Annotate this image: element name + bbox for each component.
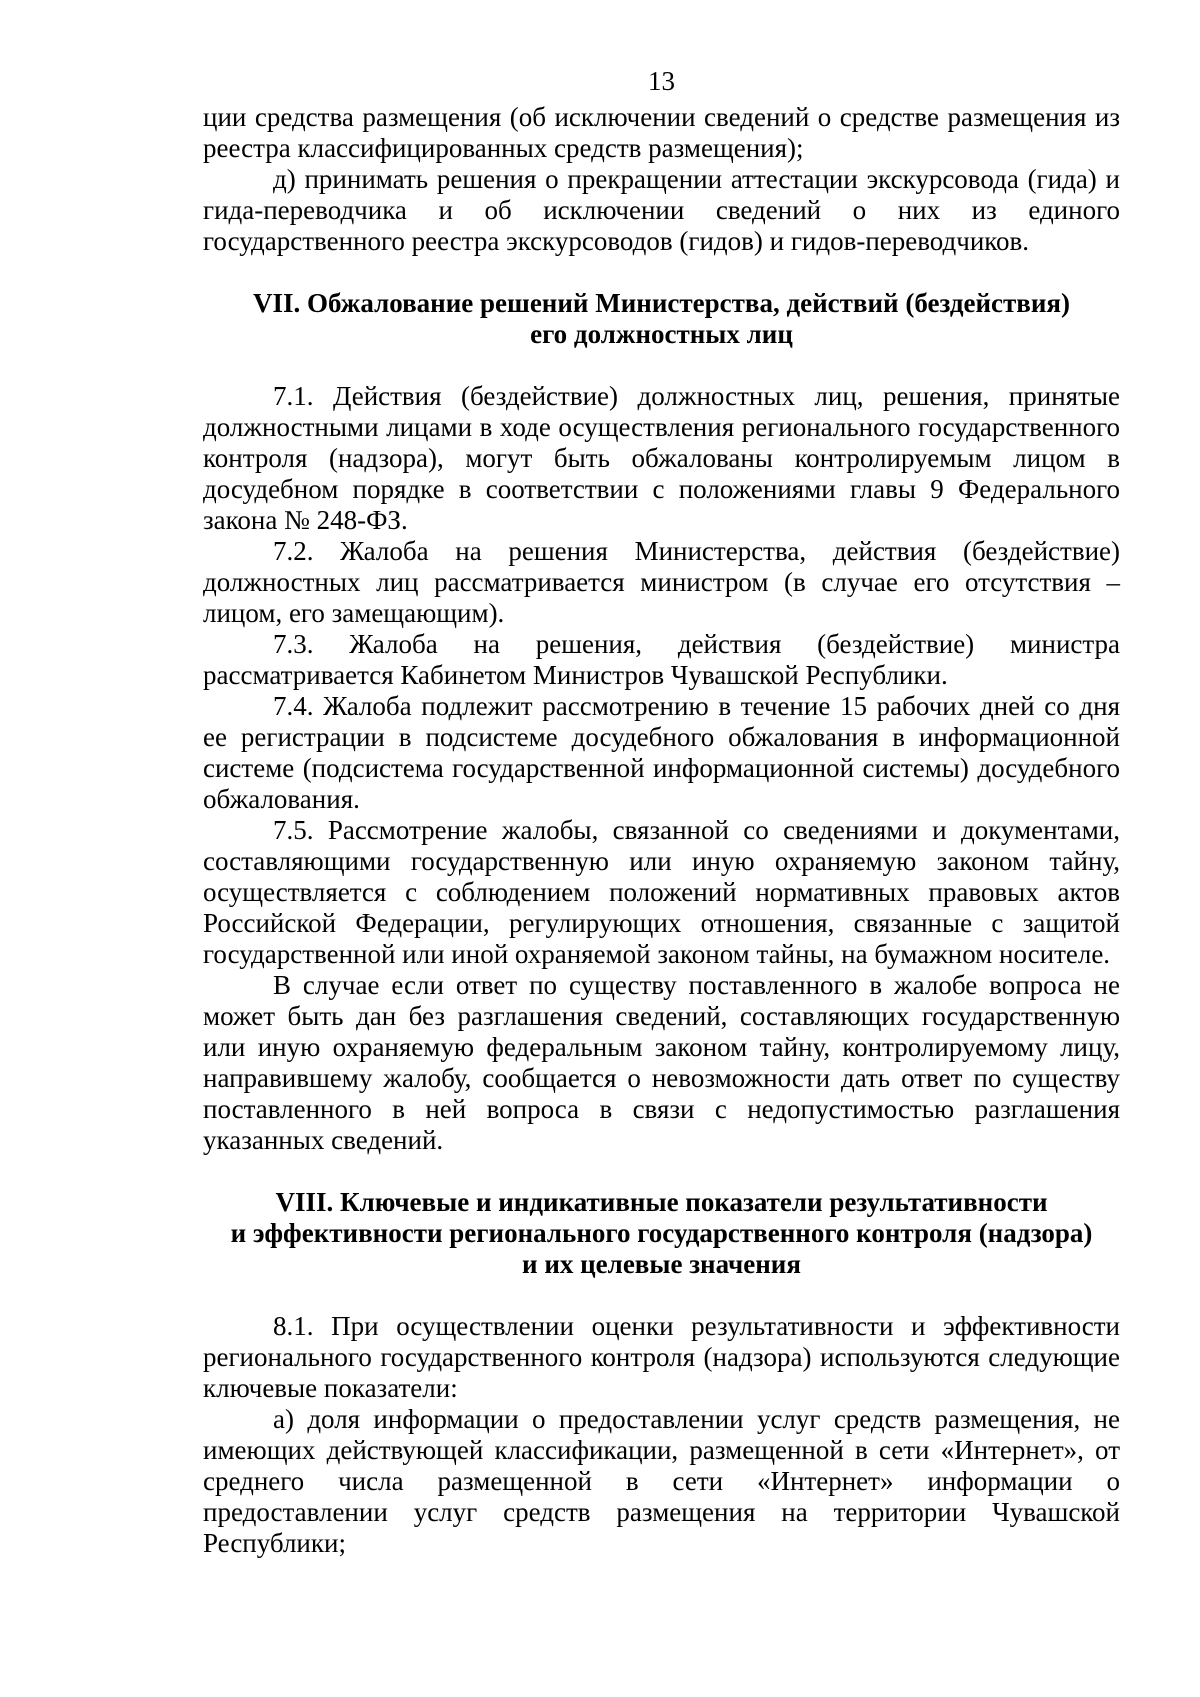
paragraph-7-2: 7.2. Жалоба на решения Министерства, действия (бездействие) должностных лиц рассматривается министром (в случае его отсутствия – лицом, его замещающим). bbox=[203, 536, 1120, 628]
paragraph-7-5-continued: В случае если ответ по существу поставленного в жалобе вопроса не может быть дан без разглашения сведений, составляющих государственную или иную охраняемую федеральным законом тайну, контролируемому лицу, направившему жалобу, сообщается о невозможности дать ответ по существу поставленного в ней вопроса в связи с недопустимостью разглашения указанных сведений. bbox=[203, 970, 1120, 1155]
paragraph-8-1: 8.1. При осуществлении оценки результативности и эффективности регионального государственного контроля (надзора) используются следующие ключевые показатели: bbox=[203, 1311, 1120, 1403]
spacer bbox=[203, 1156, 1120, 1187]
section-7-heading-line-2: его должностных лиц bbox=[530, 319, 793, 349]
paragraph-7-1: 7.1. Действия (бездействие) должностных лиц, решения, принятые должностными лицами в ходе осуществления регионального государственного контроля (надзора), могут быть обжалованы контролируемым лицом в досудебном порядке в соответствии с положениями главы 9 Федерального закона № 248-ФЗ. bbox=[203, 381, 1120, 535]
paragraph-7-5: 7.5. Рассмотрение жалобы, связанной со сведениями и документами, составляющими государственную или иную охраняемую законом тайну, осуществляется с соблюдением положений нормативных правовых актов Российской Федерации, регулирующих отношения, связанные с защитой государственной или иной охраняемой законом тайны, на бумажном носителе. bbox=[203, 815, 1120, 969]
spacer bbox=[203, 1280, 1120, 1311]
spacer bbox=[203, 257, 1120, 288]
paragraph-8-1-a: а) доля информации о предоставлении услуг средств размещения, не имеющих действующей классификации, размещенной в сети «Интернет», от среднего числа размещенной в сети «Интернет» информации о предоставлении услуг средств размещения на территории Чувашской Республики; bbox=[203, 1404, 1120, 1558]
paragraph-item-d: д) принимать решения о прекращении аттестации экскурсовода (гида) и гида-переводчика и об исключении сведений о них из единого государственного реестра экскурсоводов (гидов) и гидов-переводчиков. bbox=[203, 164, 1120, 256]
paragraph-7-3: 7.3. Жалоба на решения, действия (бездействие) министра рассматривается Кабинетом Министров Чувашской Республики. bbox=[203, 629, 1120, 690]
paragraph-continuation: ции средства размещения (об исключении сведений о средстве размещения из реестра классифицированных средств размещения); bbox=[203, 102, 1120, 163]
section-7-heading-line-1: VII. Обжалование решений Министерства, действий (бездействия) bbox=[252, 288, 1071, 318]
section-8-heading-line-3: и их целевые значения bbox=[522, 1249, 801, 1279]
paragraph-7-4: 7.4. Жалоба подлежит рассмотрению в течение 15 рабочих дней со дня ее регистрации в подсистеме досудебного обжалования в информационной системе (подсистема государственной информационной системы) досудебного обжалования. bbox=[203, 691, 1120, 814]
section-8-heading-line-2: и эффективности регионального государственного контроля (надзора) bbox=[230, 1218, 1093, 1248]
spacer bbox=[203, 350, 1120, 381]
section-8-heading-line-1: VIII. Ключевые и индикативные показатели результативности bbox=[275, 1187, 1048, 1217]
page-number: 13 bbox=[648, 66, 675, 96]
document-page bbox=[203, 66, 1120, 1559]
